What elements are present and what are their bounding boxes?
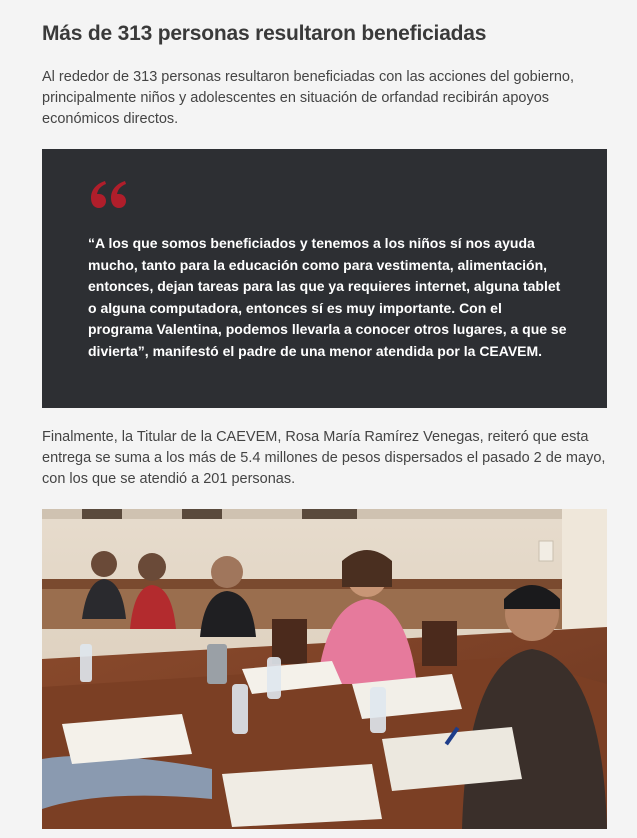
intro-paragraph: Al rededor de 313 personas resultaron beneficiadas con las acciones del gobierno, principalmente niños y adolescentes en situación de orfandad recibirán apoyos económicos directos. <box>42 69 575 127</box>
article-heading: Más de 313 personas resultaron beneficiadas <box>42 22 487 45</box>
quote-mark-icon <box>88 177 128 211</box>
closing-paragraph: Finalmente, la Titular de la CAEVEM, Rosa María Ramírez Venegas, reiteró que esta entrega se suma a los más de 5.4 millones de pesos dispersados el pasado 2 de mayo, con los que se atendió a 201 personas. <box>42 429 606 487</box>
quote-text: “A los que somos beneficiados y tenemos a los niños sí nos ayuda mucho, tanto para la educación como para vestimenta, alimentación, entonces, dejan tareas para las que ya requieres internet, alguna tablet o alguna computadora, entonces sí es muy importante. Con el programa Valentina, podemos llevarla a conocer otros lugares, a que se divierta”, manifestó el padre de una menor atendida por la CEAVEM. <box>88 235 567 359</box>
meeting-photo-illustration <box>42 509 607 829</box>
blockquote <box>42 149 607 408</box>
meeting-photo <box>42 509 607 829</box>
